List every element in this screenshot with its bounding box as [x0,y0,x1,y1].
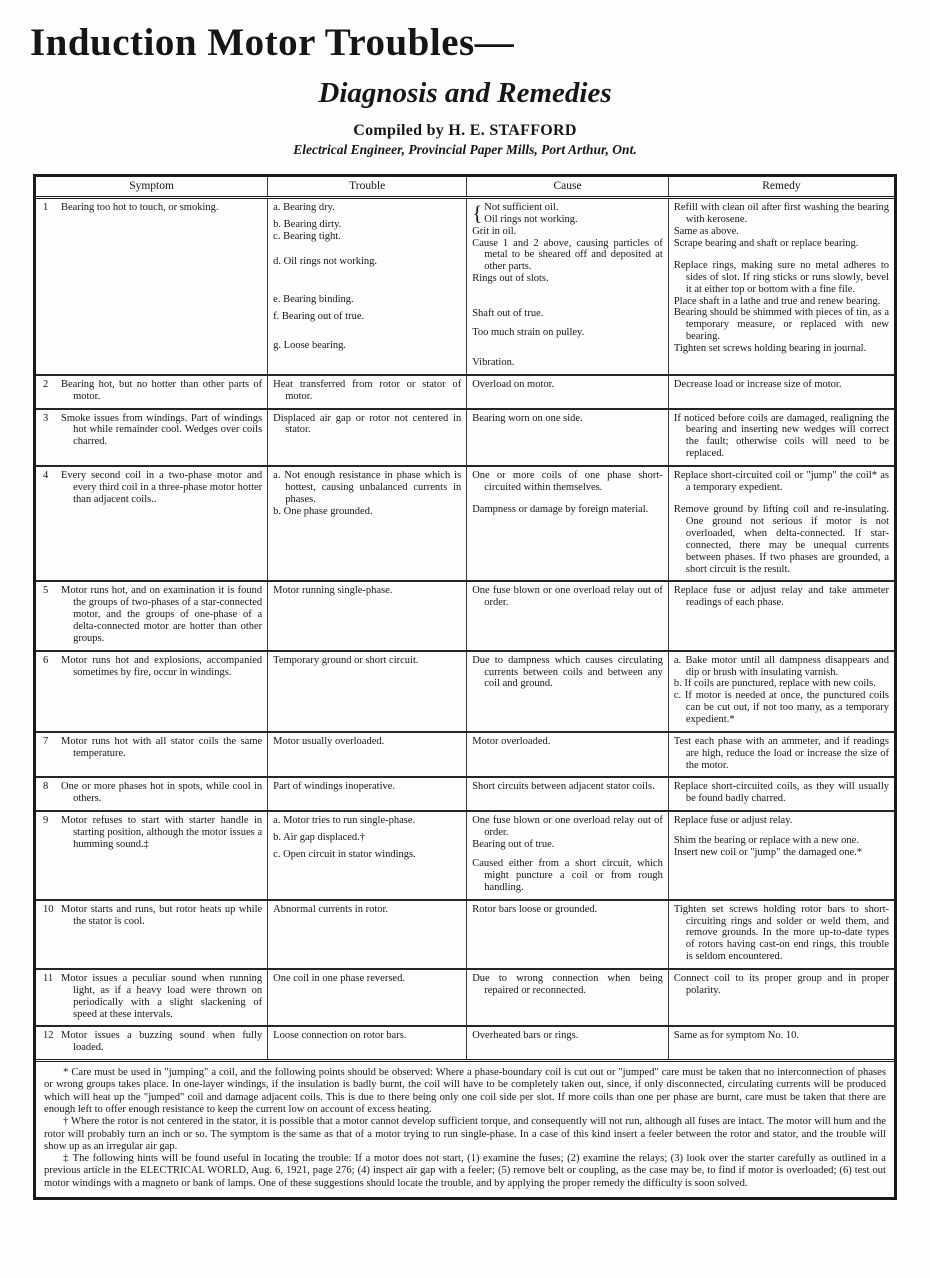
footnotes-section [36,1059,894,1197]
footnote-asterisk: * Care must be used in "jumping" a coil, and the following points should be observed: Where a phase-boundary coil is cut out or "jumped" care must be taken that no interconnection of phases or wrong groups takes place. In one-layer windings, if the insulation is badly burnt, the coil will have to be completely taken out, since, if only disconnected, circulating currents will be produced which will heat up the "jumped" coil and damage adjacent coils. This is due to there being only one coil side per slot. If more coils than one per phase are burnt, care must be taken that there are enough left to offer enough resistance to keep the current low on account of excess heating. [44,1067,886,1115]
cell-paragraph: Motor issues a peculiar sound when running light, as if a heavy load were thrown on periodically with a slight slackening of speed at these intervals. [61,972,263,1020]
cell-paragraph: d. Oil rings not working. [273,256,377,268]
symptom-wrap [41,1030,262,1054]
cell-paragraph: Motor runs hot with all stator coils the same temperature. [61,735,263,759]
symptom-wrap [41,470,262,506]
cell-paragraph: If noticed before coils are damaged, realigning the bearing and inserting new wedges will correct the fault; otherwise coils will need to be replaced. [673,412,889,460]
table-row [36,1026,894,1059]
column-header-remedy: Remedy [668,177,894,197]
cell-paragraph: Bearing hot, but no hotter than other parts of motor. [61,378,263,402]
cell-paragraph: Loose connection on rotor bars. [273,1030,407,1042]
cause-cell [467,777,669,811]
symptom-wrap [41,973,262,1020]
cell-paragraph: Vibration. [472,357,515,368]
cell-paragraph: Not sufficient oil. [484,201,559,213]
remedy-cell [668,900,894,969]
column-header-symptom: Symptom [36,177,268,197]
table-row [36,777,894,811]
cell-paragraph: Grit in oil. [472,225,517,237]
symptom-text [61,202,262,214]
symptom-wrap [41,413,262,449]
cell-paragraph: One fuse blown or one overload relay out of order. [472,585,663,609]
cause-cell [467,409,669,466]
symptom-wrap [41,781,262,805]
row-number: 2 [43,378,49,390]
symptom-wrap [41,202,262,214]
trouble-cell [268,409,467,466]
cause-cell [467,651,669,732]
table-row [36,581,894,650]
symptom-text [61,1030,262,1054]
cell-paragraph: Tighten set screws holding rotor bars to short-circuiting rings and solder or weld them, and remove grounds. In the more up-to-date types of rotors having cast-on end rings, this trouble is seldom encountered. [673,903,889,963]
cell-paragraph: Motor refuses to start with starter handle in starting position, although the motor issues a humming sound.‡ [61,815,263,850]
cell-paragraph: Bearing worn on one side. [472,412,583,424]
troubles-table [36,177,894,1059]
column-header-trouble: Trouble [268,177,467,197]
cell-paragraph: Too much strain on pulley. [472,327,585,339]
cell-paragraph: One or more coils of one phase short-circuited within themselves. [472,470,663,493]
cell-paragraph: Short circuits between adjacent stator coils. [472,781,655,793]
row-number: 4 [43,470,49,482]
braced-cause-group [472,202,663,226]
footnote-double-dagger: ‡ The following hints will be found useful in locating the trouble: If a motor does not start, (1) examine the fuses; (2) examine the relays; (3) look over the starter carefully as outlined in a previous article in the ELECTRICAL WORLD, Aug. 6, 1921, page 276; (4) inspect air gap with a feeler; (5) remove belt or coupling, as the case may be, to find if motor is overloaded; (6) test out motor windings with a magneto or bank of lamps. One of these suggestions should locate the trouble, and by applying the proper remedy the difficulty is soon solved. [44,1153,886,1189]
table-row [36,969,894,1026]
cell-paragraph: Bearing too hot to touch, or smoking. [61,201,219,213]
cell-paragraph: Shim the bearing or replace with a new one. [673,835,859,847]
cell-paragraph: One fuse blown or one overload relay out of order. [472,815,663,838]
cell-paragraph: Motor overloaded. [472,735,551,747]
cell-paragraph: Same as for symptom No. 10. [673,1030,799,1042]
table-row [36,197,894,374]
symptom-text [61,413,262,449]
cell-paragraph: f. Bearing out of true. [273,310,365,322]
cell-paragraph: c. If motor is needed at once, the punctured coils can be cut out, if not too many, as a temporary expedient.* [673,690,889,725]
cell-paragraph: a. Motor tries to run single-phase. [273,815,416,827]
symptom-cell [36,969,268,1026]
symptom-cell [36,1026,268,1059]
symptom-wrap [41,379,262,403]
row-number: 3 [43,412,49,424]
symptom-text [61,904,262,928]
symptom-text [61,379,262,403]
remedy-cell [668,581,894,650]
remedy-cell [668,466,894,581]
cell-paragraph: Motor running single-phase. [273,585,393,597]
symptom-wrap [41,655,262,679]
row-number: 10 [43,903,54,915]
cell-paragraph: Decrease load or increase size of motor. [673,378,842,390]
trouble-cell [268,466,467,581]
symptom-text [61,655,262,679]
cell-paragraph: g. Loose bearing. [273,340,347,352]
cell-paragraph: b. If coils are punctured, replace with new coils. [673,678,876,690]
trouble-cell [268,651,467,732]
table-row [36,466,894,581]
symptom-text [61,585,262,644]
cell-paragraph: Insert new coil or "jump" the damaged one.* [673,847,863,859]
row-number: 9 [43,815,49,827]
cell-paragraph: b. One phase grounded. [273,505,373,517]
cell-paragraph: Tighten set screws holding bearing in journal. [673,342,867,354]
trouble-cell [268,375,467,409]
cell-paragraph: One coil in one phase reversed. [273,972,405,984]
cell-paragraph: Due to dampness which causes circulating currents between coils and between any coil and ground. [472,654,663,690]
cell-paragraph: Replace short-circuited coils, as they will usually be found badly charred. [673,781,889,805]
cause-cell [467,375,669,409]
footnote-dagger: † Where the rotor is not centered in the stator, it is possible that a motor cannot develop sufficient torque, and consequently will not run, although all fuses are intact. The motor will hum and the rotor will probably turn an inch or so. The symptom is the same as that of a motor trying to run single-phase. In a case of this kind insert a feeler between the rotor and stator, and the trouble will show up as an irregular air gap. [44,1116,886,1152]
symptom-text [61,973,262,1020]
cause-cell [467,581,669,650]
table-row [36,811,894,900]
symptom-text [61,736,262,760]
table-row [36,900,894,969]
trouble-cell [268,969,467,1026]
table-row [36,409,894,466]
cell-paragraph: Rotor bars loose or grounded. [472,903,598,915]
cell-paragraph: b. Air gap displaced.† [273,832,366,844]
row-number: 5 [43,585,49,597]
symptom-text [61,815,262,851]
remedy-cell [668,811,894,900]
row-number: 6 [43,654,49,666]
cell-paragraph: Place shaft in a lathe and true and renew bearing. [673,295,881,307]
remedy-cell [668,375,894,409]
cell-paragraph: Motor runs hot and explosions, accompanied sometimes by fire, occur in windings. [61,654,263,678]
page-subtitle: Diagnosis and Remedies [318,77,612,109]
symptom-wrap [41,815,262,851]
row-number: 7 [43,735,49,747]
symptom-cell [36,581,268,650]
row-number: 12 [43,1030,54,1042]
remedy-cell [668,777,894,811]
cell-paragraph: Overheated bars or rings. [472,1030,579,1042]
symptom-cell [36,409,268,466]
cell-paragraph: Oil rings not working. [484,213,578,225]
cell-paragraph: Dampness or damage by foreign material. [472,504,649,516]
braced-lines [484,202,577,226]
symptom-wrap [41,904,262,928]
cause-cell [467,811,669,900]
trouble-cell [268,581,467,650]
cell-paragraph: Bearing should be shimmed with pieces of tin, as a temporary measure, or replaced with new bearing. [673,307,889,343]
remedy-cell [668,969,894,1026]
cell-paragraph: Part of windings inoperative. [273,781,396,793]
cell-paragraph: Temporary ground or short circuit. [273,654,419,666]
remedy-cell [668,732,894,778]
symptom-cell [36,732,268,778]
cell-paragraph: c. Bearing tight. [273,230,341,242]
symptom-cell [36,375,268,409]
symptom-wrap [41,736,262,760]
cell-paragraph: Displaced air gap or rotor not centered in stator. [273,412,462,436]
cell-paragraph: Caused either from a short circuit, which might puncture a coil or from rough handling. [472,858,663,893]
cell-paragraph: Cause 1 and 2 above, causing particles of metal to be sheared off and deposited at other parts. [472,237,663,273]
cell-paragraph: Heat transferred from rotor or stator of motor. [273,378,462,402]
column-header-cause: Cause [467,177,669,197]
trouble-cell [268,1026,467,1059]
symptom-text [61,470,262,506]
cell-paragraph: Overload on motor. [472,378,555,390]
cell-paragraph: Replace fuse or adjust relay and take ammeter readings of each phase. [673,585,889,609]
cell-paragraph: Motor usually overloaded. [273,735,385,747]
cell-paragraph: Replace short-circuited coil or "jump" the coil* as a temporary expedient. [673,470,889,493]
trouble-cell [268,732,467,778]
cell-paragraph: Same as above. [673,225,739,237]
cell-paragraph: Replace fuse or adjust relay. [673,815,793,827]
cell-paragraph: One or more phases hot in spots, while cool in others. [61,781,263,805]
page-title: Induction Motor Troubles— [30,21,515,64]
symptom-cell [36,197,268,374]
brace-glyph: { [472,201,483,226]
symptom-cell [36,811,268,900]
cause-cell [467,466,669,581]
trouble-cell [268,197,467,374]
cell-paragraph: Due to wrong connection when being repaired or reconnected. [472,972,663,996]
remedy-cell [668,197,894,374]
symptom-cell [36,900,268,969]
remedy-cell [668,409,894,466]
cause-cell [467,900,669,969]
compiled-by: Compiled by H. E. STAFFORD [353,122,577,139]
symptom-cell [36,651,268,732]
trouble-cell [268,900,467,969]
cause-cell [467,1026,669,1059]
cause-cell [467,732,669,778]
cell-paragraph: a. Bearing dry. [273,201,335,213]
cell-paragraph: Motor starts and runs, but rotor heats up while the stator is cool. [61,903,263,927]
symptom-cell [36,466,268,581]
cell-paragraph: Bearing out of true. [472,838,555,850]
cell-paragraph: Motor issues a buzzing sound when fully loaded. [61,1030,263,1054]
trouble-cell [268,811,467,900]
cell-paragraph: b. Bearing dirty. [273,219,342,231]
cell-paragraph: Refill with clean oil after first washing the bearing with kerosene. [673,201,889,225]
cell-paragraph: a. Bake motor until all dampness disappears and dip or brush with insulating varnish. [673,654,889,678]
trouble-cell [268,777,467,811]
cell-paragraph: Shaft out of true. [472,308,544,320]
cell-paragraph: Every second coil in a two-phase motor and every third coil in a three-phase motor hotter than adjacent coils.. [61,470,263,505]
row-number: 1 [43,201,49,213]
row-number: 8 [43,781,49,793]
cell-paragraph: a. Not enough resistance in phase which is hottest, causing unbalanced currents in phases. [273,470,462,505]
table-frame [33,174,897,1200]
cell-paragraph: Remove ground by lifting coil and re-insulating. One ground not serious if motor is not overloaded, when delta-connected. If star-connected, there may be unequal currents between phases. If two phases are grounded, a short circuit is the result. [673,504,889,575]
cell-paragraph: Replace rings, making sure no metal adheres to sides of slot. If ring sticks or runs slowly, bevel it at either top or bottom with a fine file. [673,259,889,295]
cell-paragraph: c. Open circuit in stator windings. [273,849,416,861]
header-row [36,177,894,197]
cell-paragraph: Test each phase with an ammeter, and if readings are high, reduce the load or increase the size of the motor. [673,735,889,771]
table-row [36,732,894,778]
cause-cell [467,197,669,374]
cause-cell [467,969,669,1026]
row-number: 11 [43,972,54,984]
table-row [36,375,894,409]
symptom-wrap [41,585,262,644]
cell-paragraph: Smoke issues from windings. Part of windings hot while remainder cool. Wedges over coils charred. [61,412,263,448]
remedy-cell [668,1026,894,1059]
symptom-cell [36,777,268,811]
cell-paragraph: Connect coil to its proper group and in proper polarity. [673,972,889,996]
cell-paragraph: Motor runs hot, and on examination it is found the groups of two-phases of a star-connected motor, and the groups of one-phase of a delta-connected motor are hotter than other groups. [61,585,263,644]
remedy-cell [668,651,894,732]
author-byline: Electrical Engineer, Provincial Paper Mills, Port Arthur, Ont. [293,142,637,157]
cell-paragraph: Scrape bearing and shaft or replace bearing. [673,237,859,249]
symptom-text [61,781,262,805]
cell-paragraph: Rings out of slots. [472,273,549,285]
cell-paragraph: Abnormal currents in rotor. [273,903,389,915]
cell-paragraph: e. Bearing binding. [273,293,354,305]
table-row [36,651,894,732]
